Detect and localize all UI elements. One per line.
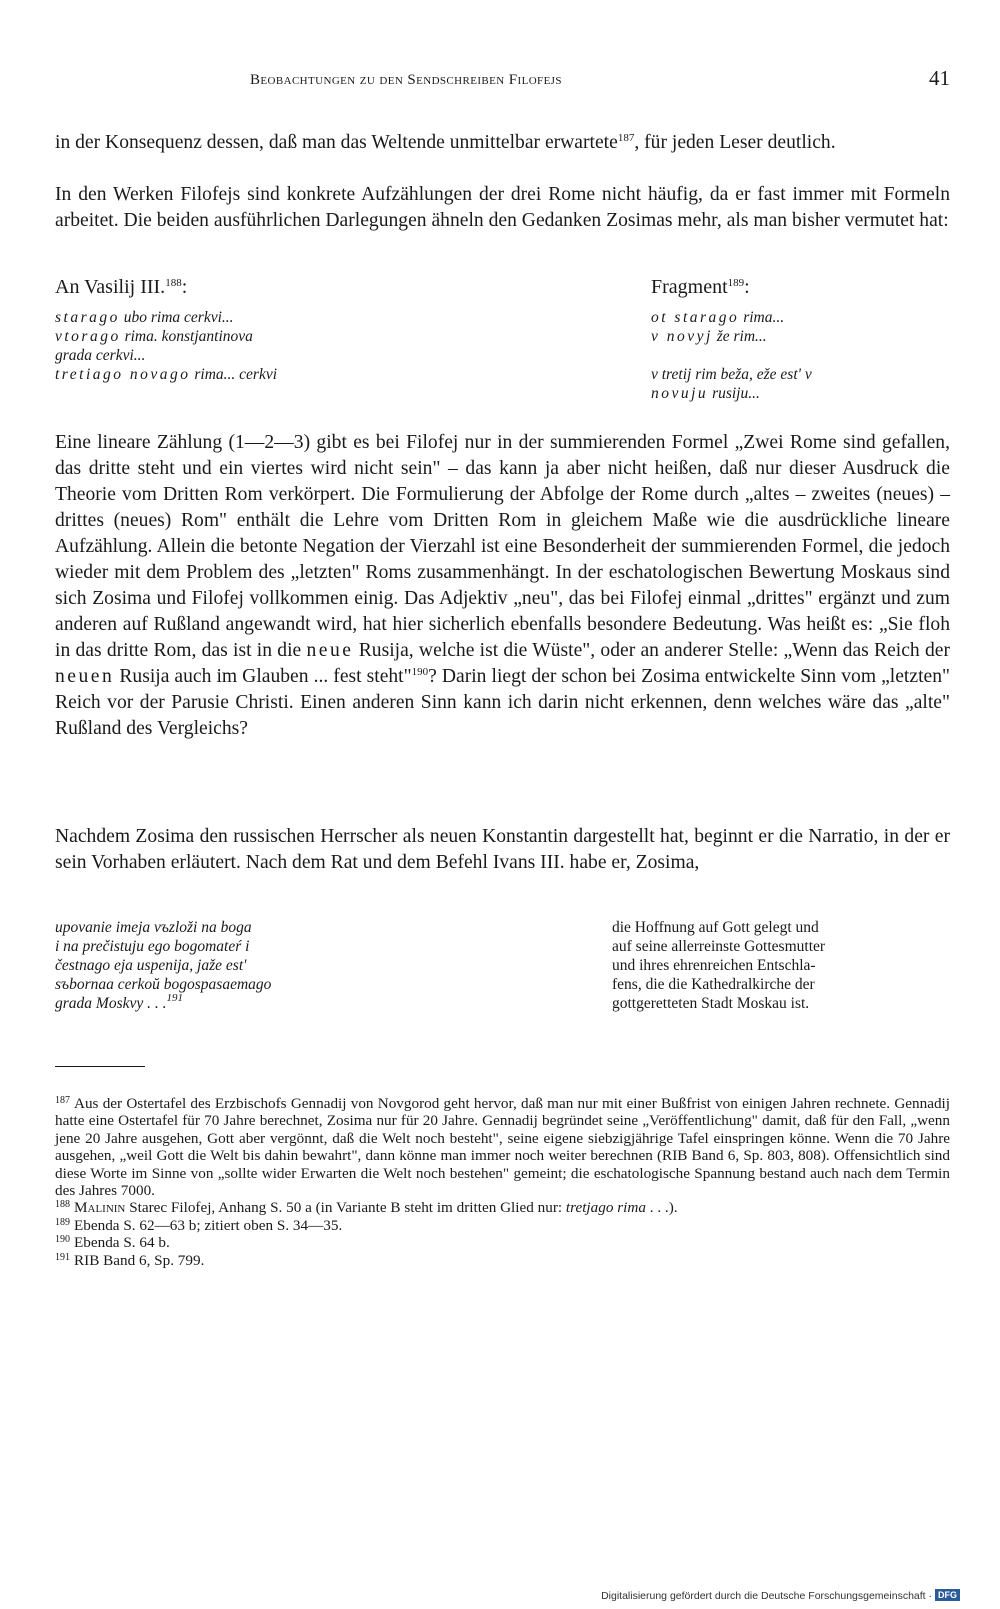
- spaced-word: v novyj: [651, 328, 713, 345]
- spaced-word: ot starago: [651, 309, 740, 326]
- footnote-ref-191[interactable]: 191: [166, 992, 183, 1004]
- footnote-number: 187: [55, 1095, 70, 1106]
- quote-fragment: [651, 308, 951, 403]
- text-run: rusiju...: [708, 385, 760, 402]
- translation-line: die Hoffnung auf Gott gelegt und: [612, 919, 819, 936]
- footnote-italic: tretjago rima: [565, 1199, 646, 1217]
- footnote-text: Ebenda S. 64 b.: [74, 1234, 170, 1252]
- translation-line: gottgeretteten Stadt Moskau ist.: [612, 995, 810, 1012]
- footnote-text: Ebenda S. 62—63 b; zitiert oben S. 34—35.: [74, 1216, 343, 1234]
- footnote-188: [55, 1199, 950, 1216]
- right-column-heading: Fragment$^{189}$:: [651, 276, 750, 298]
- text-run: rima...: [739, 309, 785, 326]
- text-run: , für jeden Leser deutlich.: [634, 132, 836, 153]
- footnote-text: RIB Band 6, Sp. 799.: [74, 1251, 205, 1269]
- bilingual-original: [55, 918, 455, 1013]
- heading-text: Fragment: [651, 276, 728, 298]
- quote-spacer: [651, 346, 951, 365]
- spaced-word: neue: [306, 640, 354, 661]
- quote-line: [55, 327, 475, 346]
- footnote-number: 189: [55, 1216, 70, 1228]
- footnote-190: [55, 1234, 950, 1251]
- footnote-ref-190[interactable]: 190: [411, 666, 429, 678]
- running-header: [250, 66, 950, 100]
- quote-line: [55, 308, 475, 327]
- footnote-187: [55, 1095, 950, 1199]
- text-run: Rusija, welche ist die Wüste", oder an anderer Stelle: „Wenn das Reich der: [353, 640, 950, 661]
- original-line: sъbornaa cerkoŭ bogospasaemago: [55, 976, 272, 993]
- dfg-logo: DFG: [935, 1589, 960, 1601]
- header-title: Beobachtungen zu den Sendschreiben Filofejs: [250, 72, 562, 88]
- bilingual-translation: [612, 918, 952, 1013]
- quote-vasilij: [55, 308, 475, 384]
- text-run: rima... cerkvi: [190, 366, 278, 383]
- footnote-number: 191: [55, 1251, 70, 1263]
- footnote-189: [55, 1217, 950, 1234]
- footnote-number: 188: [55, 1199, 70, 1211]
- text-run: grada Moskvy . . .: [55, 995, 167, 1012]
- original-line: [55, 994, 455, 1013]
- paragraph-1: [55, 130, 950, 156]
- translation-line: und ihres ehrenreichen Entschla-: [612, 957, 816, 974]
- digitization-credit: [601, 1589, 960, 1602]
- footnote-text: . . .).: [645, 1199, 678, 1217]
- text-run: Rusija auch im Glauben ... fest steht": [114, 666, 412, 687]
- quote-line: v tretij rim beža, eže est' v: [651, 366, 812, 383]
- quote-line: [651, 327, 951, 346]
- quote-column-headings: [55, 276, 950, 306]
- original-line: i na prečistuju ego bogomateŕ i: [55, 938, 250, 955]
- text-run: in der Konsequenz dessen, daß man das Weltende unmittelbar erwartete: [55, 132, 618, 153]
- quote-line: [55, 365, 475, 384]
- original-line: upovanie imeja vъzloži na boga: [55, 919, 252, 936]
- footnote-ref-188[interactable]: 188: [165, 277, 182, 289]
- footnote-divider: [55, 1066, 145, 1067]
- credit-text: Digitalisierung gefördert durch die Deutsche Forschungsgemeinschaft ·: [601, 1590, 932, 1602]
- spaced-word: novuju: [651, 385, 709, 402]
- left-column-heading: An Vasilij III.$^{188}$:: [55, 276, 188, 298]
- footnote-text: Aus der Ostertafel des Erzbischofs Gennadij von Novgorod geht hervor, daß man nur mit einer Bußfrist von einigen Jahren rechnete. Gennadij hatte eine Ostertafel für 70 Jahre berechnet, Zosima nur für 20 Jahre. Gennadij begründet seine „Veröffentlichung" damit, daß für den Fall, „wenn jene 20 Jahre ausgehen, Gott aber vergönnt, daß die Welt noch besteht", seine eigene siebzigjährige Tafel einspringen könne. Wenn die 70 Jahre ausgehen, „weil Gott die Welt bis dahin bewahrt", dann könne man immer noch weiter berechnen (RIB Band 6, Sp. 803, 808). Offensichtlich sind diese Worte im Sinne von „sollte wider Erwarten die Welt noch bestehen" gemeint; die eschatologische Spannung bestand auch nach dem Termin des Jahres 7000.: [55, 1095, 950, 1200]
- translation-line: fens, die die Kathedralkirche der: [612, 976, 815, 993]
- quote-line: grada cerkvi...: [55, 347, 146, 364]
- text-run: rima. konstjantinova: [120, 328, 253, 345]
- footnote-ref-189[interactable]: 189: [727, 277, 745, 289]
- footnote-191: [55, 1252, 950, 1269]
- footnote-text: Starec Filofej, Anhang S. 50 a (in Variante B steht im dritten Glied nur:: [125, 1199, 566, 1217]
- translation-line: auf seine allerreinste Gottesmutter: [612, 938, 826, 955]
- quote-line: [651, 308, 951, 327]
- spaced-word: vtorago: [55, 328, 121, 345]
- spaced-word: neuen: [55, 666, 115, 687]
- quote-line: [651, 384, 951, 403]
- footnote-ref-187[interactable]: 187: [617, 132, 635, 144]
- text-run: Eine lineare Zählung (1—2—3) gibt es bei Filofej nur in der summierenden Formel „Zwei Rome sind gefallen, das dritte steht und ein viertes wird nicht sein" – das kann ja aber nicht heißen, daß nur dieser Ausdruck die Theorie vom Dritten Rom verkörpert. Die Formulierung der Abfolge der Rome durch „altes – zweites (neues) – drittes (neues) Rom" enthält die Lehre vom Dritten Rom in gleichem Maße wie die ausdrückliche lineare Aufzählung. Allein die betonte Negation der Vierzahl ist eine Besonderheit der summierenden Formel, die jedoch wieder mit dem Problem des „letzten" Roms zusammenhängt. In der eschatologischen Bewertung Moskaus sind sich Zosima und Filofej vollkommen einig. Das Adjektiv „neu", das bei Filofej einmal „drittes" ergänzt und zum anderen auf Rußland angewandt wird, hat hier sicherlich ebenfalls besondere Bedeutung. Was heißt es: „Sie floh in das dritte Rom, das ist in die: [55, 432, 950, 661]
- spaced-word: tretiago novago: [55, 366, 191, 383]
- heading-text: An Vasilij III.: [55, 276, 166, 298]
- text-run: že rim...: [712, 328, 767, 345]
- text-run: ubo rima cerkvi...: [119, 309, 234, 326]
- spaced-word: starago: [55, 309, 120, 326]
- original-line: čestnago eja uspenija, jaže est': [55, 957, 247, 974]
- footnote-number: 190: [55, 1234, 70, 1246]
- author-name: Malinin: [74, 1199, 126, 1217]
- text-run: ? Darin liegt der schon bei Zosima entwickelte Sinn vom „letzten" Reich vor der Parusie Christi. Einen anderen Sinn kann ich darin nicht erkennen, denn welches wäre das „alte" Rußland des Vergleichs?: [55, 666, 951, 739]
- footnotes: [55, 1095, 950, 1269]
- paragraph-4: Nachdem Zosima den russischen Herrscher als neuen Konstantin dargestellt hat, beginnt er die Narratio, in der er sein Vorhaben erläutert. Nach dem Rat und dem Befehl Ivans III. habe er, Zosima,: [55, 826, 950, 873]
- page-number: 41: [929, 66, 950, 90]
- paragraph-2: In den Werken Filofejs sind konkrete Aufzählungen der drei Rome nicht häufig, da er fast immer mit Formeln arbeitet. Die beiden ausführlichen Darlegungen ähneln den Gedanken Zosimas mehr, als man bisher vermutet hat:: [55, 184, 950, 231]
- paragraph-3: [55, 430, 950, 742]
